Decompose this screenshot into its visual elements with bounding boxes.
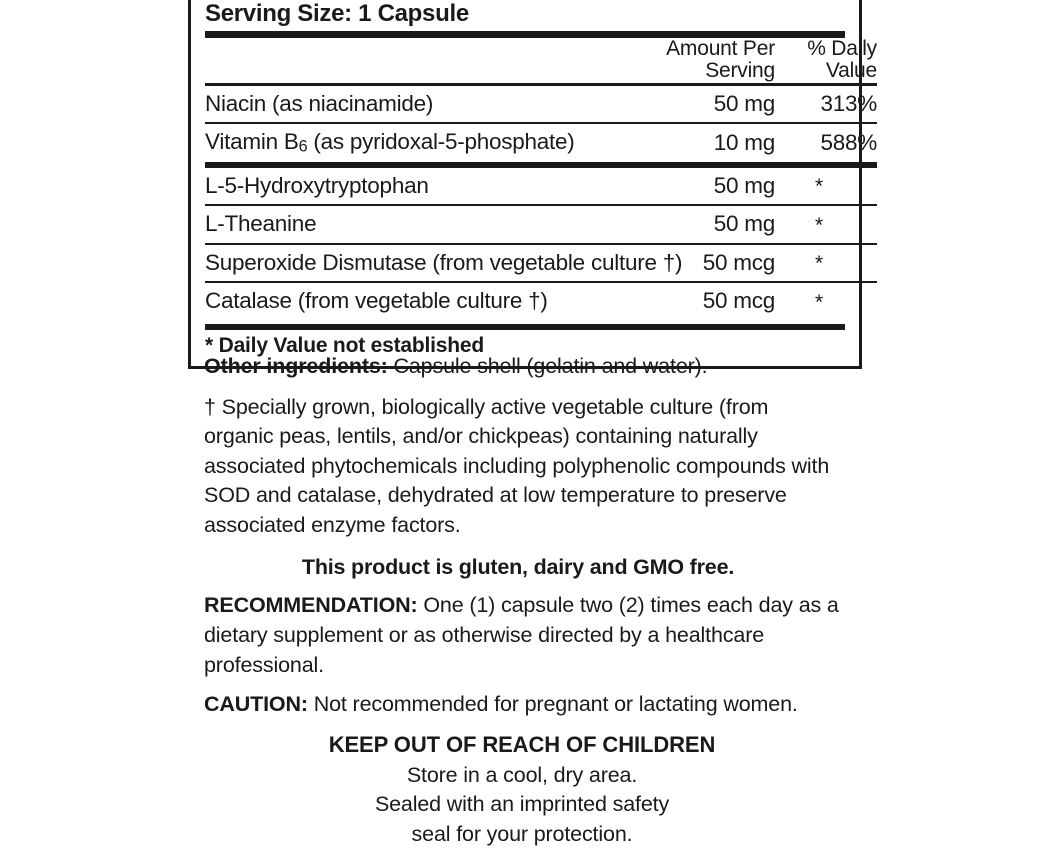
nutrient-name: Superoxide Dismutase (from vegetable culture †) [205, 249, 683, 275]
table-header-row [205, 38, 877, 83]
dagger-footnote-paragraph: † Specially grown, biologically active vegetable culture (from organic peas, lentils, and/or chickpeas) containing naturally associated phytochemicals including polyphenolic compounds with SOD and catalase, dehydrated at low temperature to preserve associated enzyme factors. [204, 394, 830, 537]
table-row [205, 168, 877, 205]
table-row [205, 124, 877, 162]
recommendation-label: RECOMMENDATION: [204, 593, 418, 618]
table-row [205, 283, 877, 320]
nutrient-name-subscript: 6 [298, 137, 308, 156]
recommendation-text: One (1) capsule two (2) times each day as a dietary supplement or as otherwise directed by a healthcare professional. [204, 593, 839, 677]
amount-header-line1: Amount Per [666, 37, 775, 61]
footer-warning-block [204, 732, 848, 849]
dv-header-line2: Value [825, 59, 877, 83]
nutrient-daily-value: * [815, 252, 823, 276]
nutrient-amount: 50 mg [713, 90, 775, 116]
storage-line-2: Sealed with an imprinted safety [374, 792, 670, 817]
free-from-claim: This product is gluten, dairy and GMO free. [301, 554, 735, 579]
nutrient-daily-value: * [815, 290, 823, 314]
keep-out-of-reach-warning: KEEP OUT OF REACH OF CHILDREN [328, 732, 716, 757]
dv-header-line1: % Daily [807, 37, 877, 61]
caution-paragraph [204, 690, 840, 720]
nutrient-name-suffix: (as pyridoxal-5-phosphate) [307, 129, 575, 155]
nutrient-amount: 50 mg [713, 172, 775, 198]
supplement-facts-table [205, 38, 877, 320]
nutrient-amount: 10 mg [713, 130, 775, 156]
nutrient-name: L-5-Hydroxytryptophan [205, 172, 429, 198]
nutrient-amount: 50 mg [713, 211, 775, 237]
storage-line-3: seal for your protection. [411, 821, 633, 846]
recommendation-paragraph [204, 591, 840, 680]
nutrient-name: Niacin (as niacinamide) [205, 90, 434, 116]
column-header-percent-daily-value [775, 38, 877, 83]
daily-value-footnote: * Daily Value not established [205, 333, 484, 357]
table-row [205, 245, 877, 282]
other-ingredients-label: Other ingredients: [204, 354, 388, 378]
nutrient-daily-value: * [815, 213, 823, 237]
nutrient-name-prefix: Vitamin B [205, 129, 299, 155]
table-row [205, 206, 877, 243]
other-ingredients-text: Capsule shell (gelatin and water). [387, 354, 708, 378]
serving-size-text: Serving Size: 1 Capsule [205, 0, 469, 27]
label-body-copy [204, 352, 840, 720]
nutrient-daily-value: 588% [820, 130, 877, 156]
nutrient-name: Catalase (from vegetable culture †) [205, 288, 548, 314]
other-ingredients-paragraph [204, 352, 840, 382]
caution-label: CAUTION: [204, 692, 308, 717]
nutrient-amount: 50 mcg [702, 288, 775, 314]
nutrient-daily-value: * [815, 175, 823, 199]
nutrient-amount: 50 mcg [702, 249, 775, 275]
storage-line-1: Store in a cool, dry area. [406, 762, 638, 787]
nutrient-name [205, 124, 651, 162]
supplement-facts-panel [188, 0, 877, 369]
nutrient-name: L-Theanine [205, 211, 317, 237]
caution-text: Not recommended for pregnant or lactating women. [307, 692, 798, 717]
column-header-nutrient [205, 38, 651, 83]
column-header-amount-per-serving [651, 38, 775, 83]
nutrient-daily-value: 313% [820, 90, 877, 116]
amount-header-line2: Serving [705, 59, 775, 83]
table-row [205, 86, 877, 123]
